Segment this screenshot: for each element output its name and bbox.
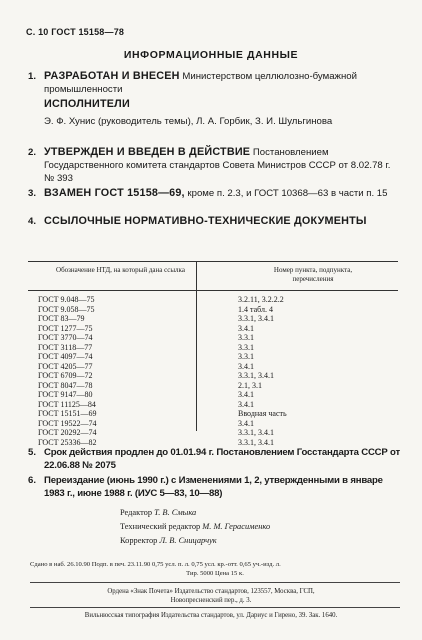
table-cell-clause: 3.4.1 bbox=[238, 390, 254, 399]
table-row bbox=[28, 371, 398, 381]
table-cell-document: ГОСТ 9147—80 bbox=[38, 390, 93, 399]
table-cell-clause: 3.3.1, 3.4.1 bbox=[238, 437, 274, 447]
table-cell-clause: 3.3.1, 3.4.1 bbox=[238, 428, 274, 437]
table-row bbox=[28, 305, 398, 315]
tech-editor-label: Технический редактор bbox=[120, 522, 201, 531]
section-2-heading: УТВЕРЖДЕН И ВВЕДЕН В ДЕЙСТВИЕ bbox=[44, 146, 251, 158]
table-row bbox=[28, 295, 398, 305]
table-cell-document: ГОСТ 20292—74 bbox=[38, 428, 97, 437]
table-body bbox=[28, 291, 398, 447]
table-cell-document: ГОСТ 9.048—75 bbox=[38, 295, 95, 304]
table-row bbox=[28, 343, 398, 353]
editor-name: Т. В. Смыка bbox=[154, 508, 197, 517]
executors-heading: ИСПОЛНИТЕЛИ bbox=[44, 98, 130, 110]
section-1-heading: РАЗРАБОТАН И ВНЕСЕН bbox=[44, 70, 180, 82]
table-cell-document: ГОСТ 8047—78 bbox=[38, 380, 93, 390]
section-4-heading: ССЫЛОЧНЫЕ НОРМАТИВНО-ТЕХНИЧЕСКИЕ ДОКУМЕНТЫ bbox=[44, 215, 367, 227]
section-3 bbox=[30, 187, 402, 200]
table-row bbox=[28, 324, 398, 334]
publisher-line-1: Ордена «Знак Почета» Издательство стандартов, 123557, Москва, ГСП, bbox=[107, 588, 315, 595]
page-title: ИНФОРМАЦИОННЫЕ ДАННЫЕ bbox=[123, 49, 299, 61]
table-cell-clause: 3.4.1 bbox=[238, 323, 254, 333]
imprint-line-1: Сдано в наб. 26.10.90 Подп. в печ. 23.11.90 0,75 усл. п. л. 0,75 усл. кр.-отт. 0,65 уч.-изд. л. bbox=[30, 561, 281, 568]
table-cell-document: ГОСТ 11125—84 bbox=[38, 399, 96, 409]
editor-line bbox=[120, 506, 270, 520]
editors-block bbox=[120, 506, 270, 548]
section-5-number: 5. bbox=[28, 447, 37, 458]
section-2-text: Постановлением Государственного комитета стандартов Совета Министров СССР от 8.02.78 г. № 393 bbox=[44, 147, 391, 184]
divider-line bbox=[30, 607, 400, 608]
table-cell-document: ГОСТ 4205—77 bbox=[38, 361, 93, 371]
table-header-col1: Обозначение НТД, на который дана ссылка bbox=[56, 266, 185, 274]
section-3-text: кроме п. 2.3, и ГОСТ 10368—63 в части п. 15 bbox=[187, 188, 388, 199]
section-5-text: Срок действия продлен до 01.01.94 г. Постановлением Госстандарта СССР от 22.06.88 № 2075 bbox=[44, 447, 400, 471]
table-header bbox=[28, 261, 398, 291]
section-3-heading: ВЗАМЕН ГОСТ 15158—69, bbox=[44, 187, 185, 199]
table-cell-clause: 3.3.1 bbox=[238, 342, 254, 352]
table-row bbox=[28, 419, 398, 429]
table-row bbox=[28, 409, 398, 419]
table-cell-clause: Вводная часть bbox=[238, 409, 287, 418]
table-cell-clause: 2.1, 3.1 bbox=[238, 380, 262, 390]
table-row bbox=[28, 362, 398, 372]
table-row bbox=[28, 381, 398, 391]
tech-editor-line bbox=[120, 520, 270, 534]
table-cell-document: ГОСТ 1277—75 bbox=[38, 323, 93, 333]
section-1-text: Министерством целлюлозно-бумажной промышленности bbox=[44, 71, 357, 95]
section-3-number: 3. bbox=[28, 188, 37, 199]
section-4-number: 4. bbox=[28, 216, 37, 227]
table-row bbox=[28, 314, 398, 324]
table-cell-document: ГОСТ 25336—82 bbox=[38, 437, 97, 447]
table-cell-document: ГОСТ 3118—77 bbox=[38, 342, 93, 352]
corrector-line bbox=[120, 534, 270, 548]
table-cell-clause: 3.3.1 bbox=[238, 333, 254, 342]
publisher-line-2: Новопресненский пер., д. 3. bbox=[170, 597, 252, 604]
table-cell-document: ГОСТ 15151—69 bbox=[38, 409, 97, 418]
table-cell-clause: 3.3.1, 3.4.1 bbox=[238, 314, 274, 323]
table-cell-document: ГОСТ 83—79 bbox=[38, 314, 85, 323]
table-row bbox=[28, 428, 398, 438]
table-row bbox=[28, 390, 398, 400]
table-cell-clause: 3.3.1 bbox=[238, 352, 254, 361]
table-row bbox=[28, 400, 398, 410]
table-row bbox=[28, 333, 398, 343]
table-cell-document: ГОСТ 6709—72 bbox=[38, 371, 93, 380]
table-cell-clause: 1.4 табл. 4 bbox=[238, 304, 274, 314]
table-cell-clause: 3.4.1 bbox=[238, 418, 254, 428]
tech-editor-name: М. М. Герасименко bbox=[202, 522, 271, 531]
section-4 bbox=[30, 215, 402, 228]
section-1 bbox=[30, 70, 402, 128]
corrector-name: Л. В. Сницарчук bbox=[159, 536, 217, 545]
section-2 bbox=[30, 146, 402, 185]
editor-label: Редактор bbox=[120, 508, 153, 517]
table-cell-document: ГОСТ 3770—74 bbox=[38, 333, 93, 342]
table-divider bbox=[196, 261, 197, 431]
table-cell-clause: 3.3.1, 3.4.1 bbox=[238, 371, 274, 380]
publisher-line-3: Вильнюсская типография Издательства стандартов, ул. Дариус и Гирено, 39. Зак. 1640. bbox=[84, 612, 338, 619]
table-cell-document: ГОСТ 4097—74 bbox=[38, 352, 93, 361]
table-cell-document: ГОСТ 19522—74 bbox=[38, 418, 97, 428]
section-6 bbox=[30, 474, 402, 500]
imprint bbox=[30, 560, 400, 578]
section-6-number: 6. bbox=[28, 475, 37, 486]
imprint-line-2: Тир. 5000 Цена 15 к. bbox=[186, 570, 244, 577]
table-cell-clause: 3.4.1 bbox=[238, 399, 254, 409]
section-1-number: 1. bbox=[28, 71, 37, 82]
section-5 bbox=[30, 446, 402, 472]
page-header: С. 10 ГОСТ 15158—78 bbox=[26, 27, 125, 37]
corrector-label: Корректор bbox=[120, 536, 158, 545]
executors-list: Э. Ф. Хунис (руководитель темы), Л. А. Горбик, З. И. Шульгинова bbox=[44, 116, 333, 127]
table-cell-document: ГОСТ 9.058—75 bbox=[38, 304, 95, 314]
table-header-col2: Номер пункта, подпункта, перечисления bbox=[273, 266, 353, 283]
section-2-number: 2. bbox=[28, 147, 37, 158]
reference-table bbox=[28, 261, 398, 447]
table-cell-clause: 3.4.1 bbox=[238, 361, 254, 371]
divider-line bbox=[30, 582, 400, 583]
table-row bbox=[28, 352, 398, 362]
table-cell-clause: 3.2.11, 3.2.2.2 bbox=[238, 295, 284, 304]
section-6-text: Переиздание (июнь 1990 г.) с Изменениями 1, 2, утвержденными в январе 1983 г., июне 1988 г. (ИУС 5—83, 10—88) bbox=[44, 475, 383, 499]
